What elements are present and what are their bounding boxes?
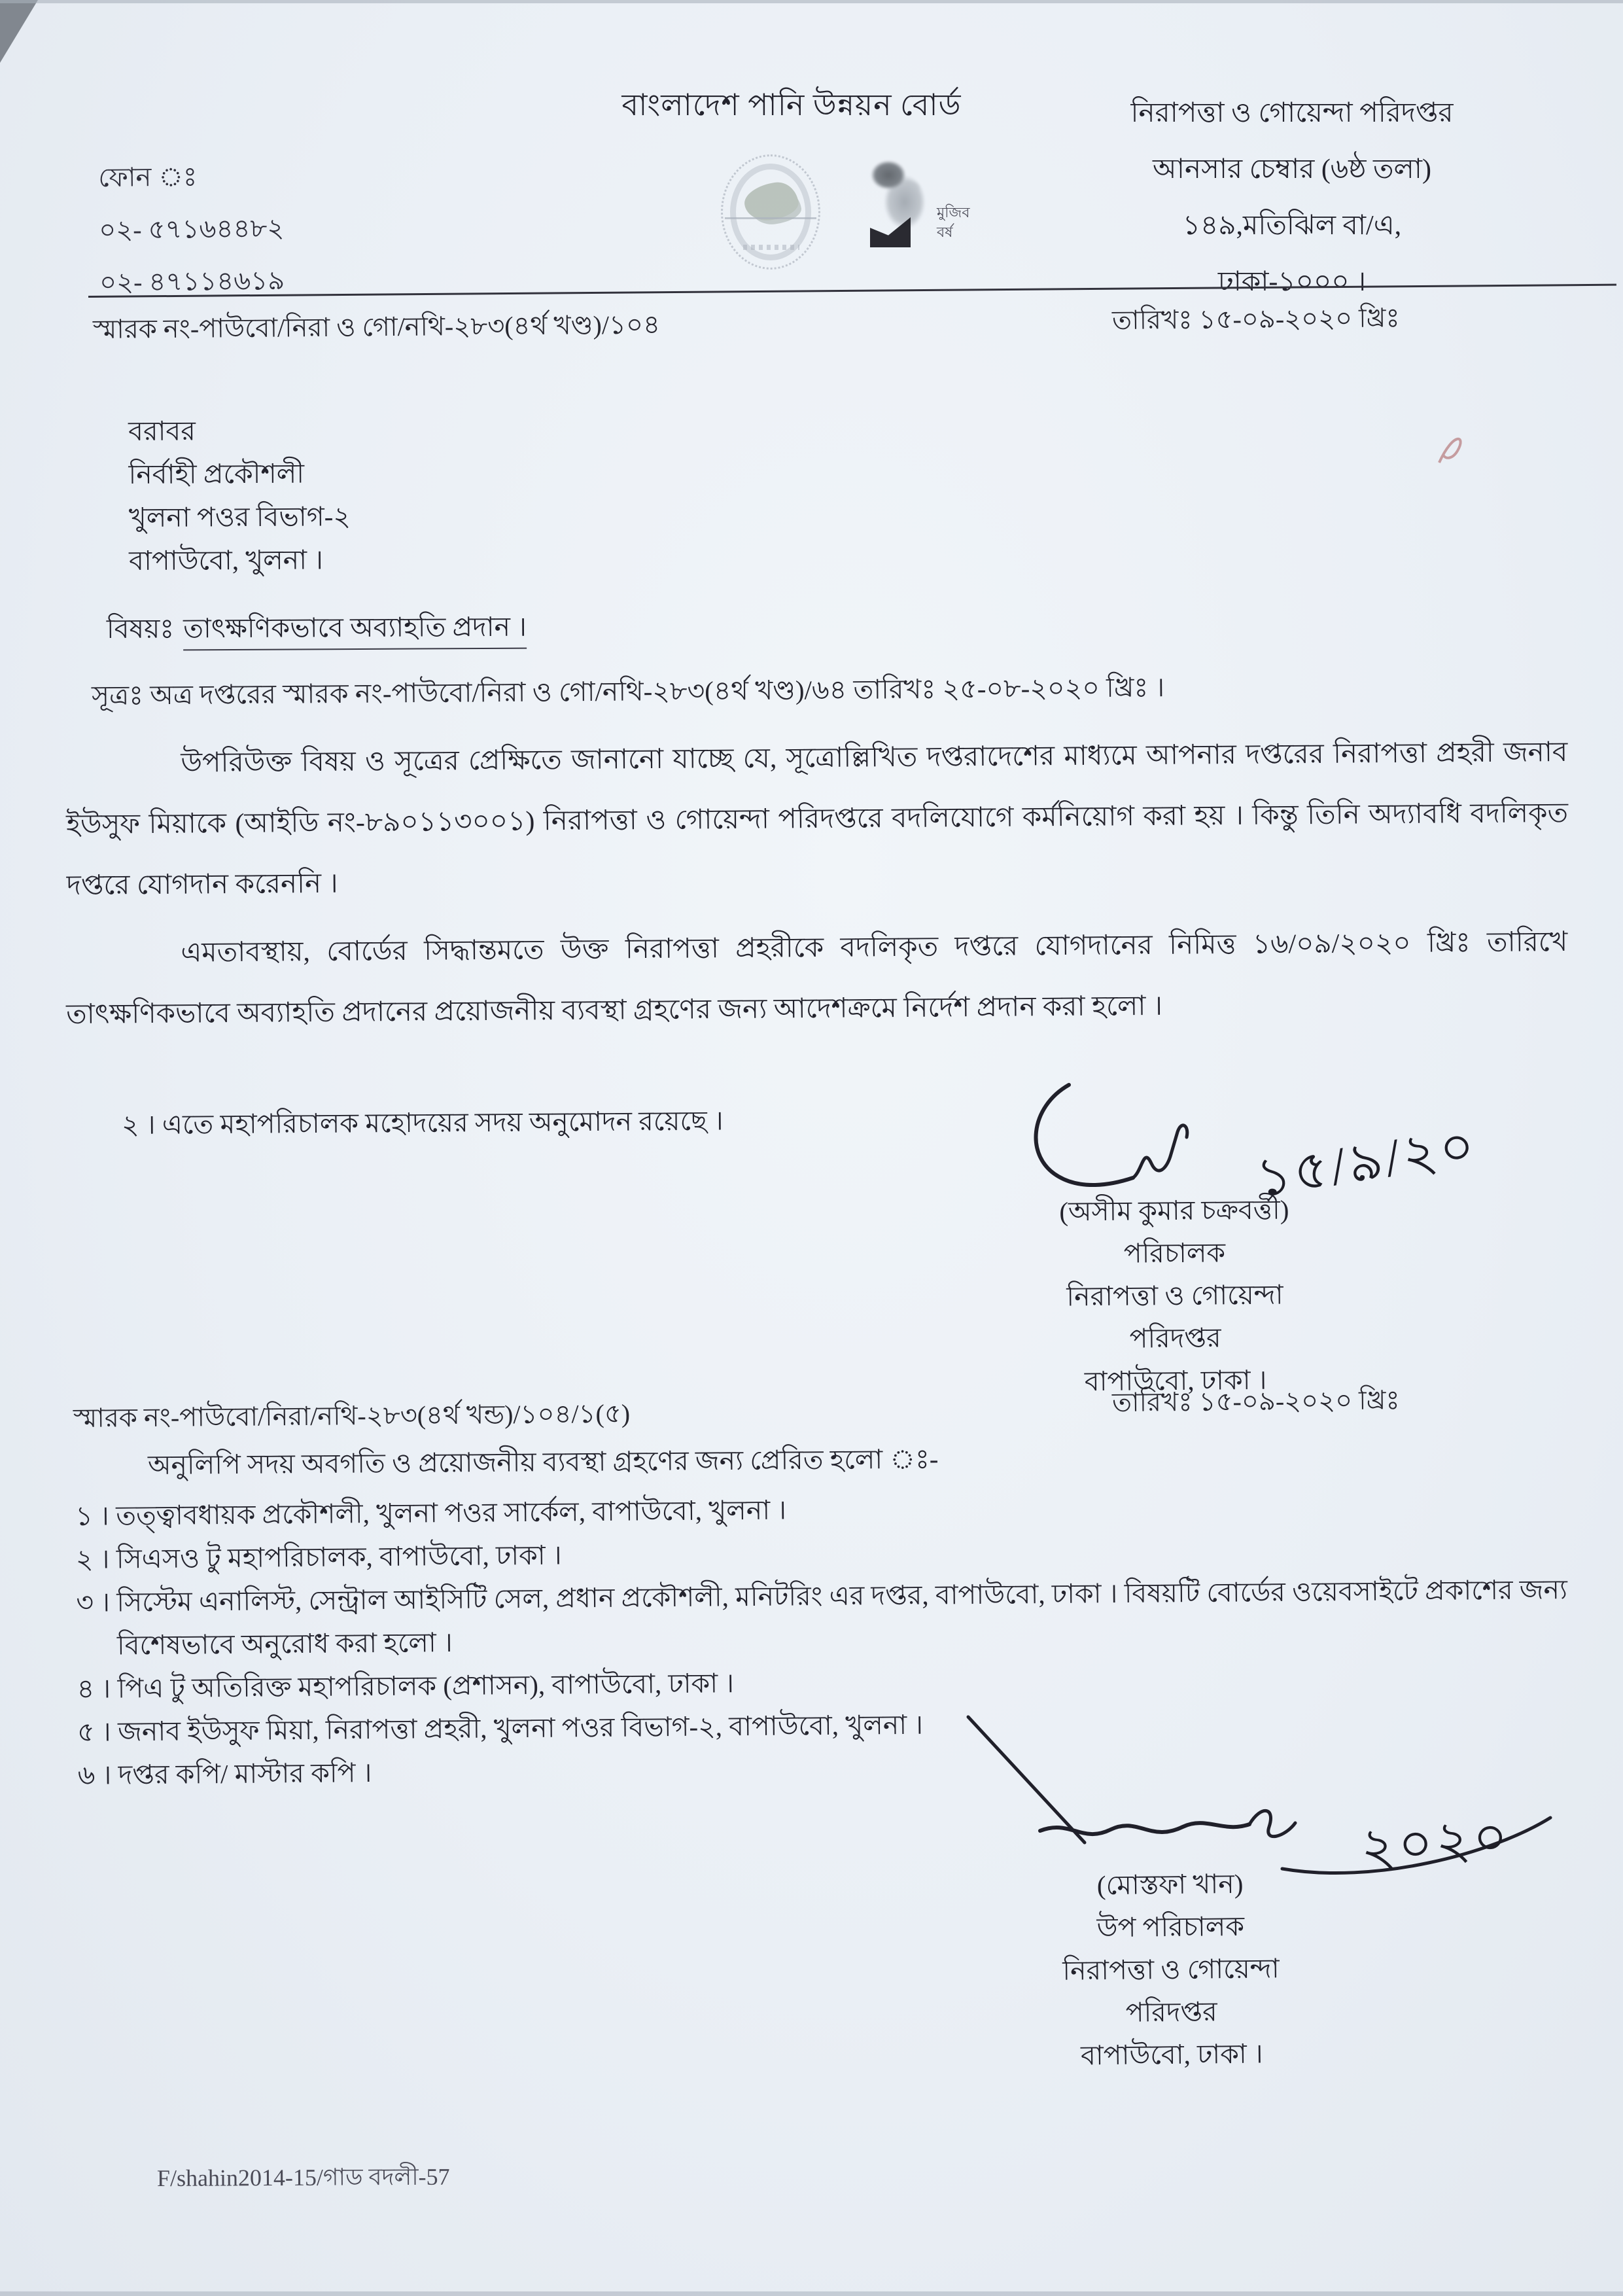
list-item-number: ৩ । <box>76 1587 111 1617</box>
organization-title: বাংলাদেশ পানি উন্নয়ন বোর্ড <box>621 88 962 122</box>
address-line-3: ঢাকা-১০০০ । <box>1217 267 1367 297</box>
file-reference: F/shahin2014-15/গাড বদলী-57 <box>156 2163 450 2191</box>
list-item-text: তত্ত্বাবধায়ক প্রকৌশলী, খুলনা পওর সার্কেল, বাপাউবো, খুলনা । <box>116 1494 787 1531</box>
red-pen-mark <box>1431 422 1472 469</box>
logo-caption: মুজিব বর্ষ <box>937 204 970 240</box>
list-item-text: সিস্টেম এনালিস্ট, সেন্ট্রাল আইসিটি সেল, প্রধান প্রকৌশলী, মনিটরিং এর দপ্তর, বাপাউবো, ঢাকা । বিষয়টি বোর্ডের ওয়েবসাইটে প্রকাশের জন্য বিশেষভাবে অনুরোধ করা হলো । <box>116 1574 1568 1661</box>
phone-number-2: ০২- ৪৭১১৪৬১৯ <box>99 266 285 297</box>
scan-corner-shadow <box>0 0 38 63</box>
list-item-text: জনাব ইউসুফ মিয়া, নিরাপত্তা প্রহরী, খুলনা পওর বিভাগ-২, বাপাউবো, খুলনা । <box>117 1709 924 1747</box>
list-item-number: ৫ । <box>77 1716 111 1747</box>
signatory2-designation: উপ পরিচালক <box>1096 1911 1245 1943</box>
address-line-2: ১৪৯,মতিঝিল বা/এ, <box>1182 211 1402 241</box>
address-line-1: আনসার চেম্বার (৬ষ্ঠ তলা) <box>1153 154 1431 185</box>
phone-number-1: ০২- ৫৭১৬৪৪৮২ <box>99 213 285 245</box>
subject-line <box>107 607 527 654</box>
signatory1-designation: পরিচালক <box>1123 1237 1226 1269</box>
subject-text: তাৎক্ষণিকভাবে অব্যাহতি প্রদান । <box>183 612 527 651</box>
mujib-borsho-photo <box>869 157 973 258</box>
signatory1-office: নিরাপত্তা ও গোয়েন্দা পরিদপ্তর <box>1066 1279 1283 1354</box>
directorate-address-block <box>1066 85 1518 310</box>
approval-line: ২ । এতে মহাপরিচালক মহোদয়ের সদয় অনুমোদন রয়েছে । <box>121 1105 724 1140</box>
list-item-number: ১ । <box>75 1500 110 1531</box>
addressee-block <box>128 408 351 582</box>
scan-top-edge <box>0 0 1623 3</box>
list-item <box>76 1568 1575 1667</box>
directorate-name: নিরাপত্তা ও গোয়েন্দা পরিদপ্তর <box>1130 98 1454 128</box>
body-paragraph-2: এমতাবস্থায়, বোর্ডের সিদ্ধান্তমতে উক্ত নিরাপত্তা প্রহরীকে বদলিকৃত দপ্তরে যোগদানের নিমিত্ত ১৬/০৯/২০২০ খ্রিঃ তারিখে তাৎক্ষণিকভাবে অব্যাহতি প্রদানের প্রয়োজনীয় ব্যবস্থা গ্রহণের জন্য আদেশক্রমে নির্দেশ প্রদান করা হলো । <box>65 927 1568 1030</box>
list-item-number: ৪ । <box>77 1673 111 1704</box>
signatory2-org: বাপাউবো, ঢাকা । <box>1080 2038 1263 2071</box>
bwdb-seal-logo <box>721 154 820 270</box>
list-item-text: সিএসও টু মহাপরিচালক, বাপাউবো, ঢাকা । <box>116 1540 562 1574</box>
signature2-handwritten-date: ২০২০ <box>1358 1806 1513 1879</box>
addressee-org: বাপাউবো, খুলনা । <box>129 544 324 576</box>
list-item-number: ৬ । <box>77 1759 112 1790</box>
seal-bottom-text-dots <box>743 245 799 250</box>
body-paragraph-1: উপরিউক্ত বিষয় ও সূত্রের প্রেক্ষিতে জানানো যাচ্ছে যে, সূত্রোল্লিখিত দপ্তরাদেশের মাধ্যমে আপনার দপ্তরের নিরাপত্তা প্রহরী জনাব ইউসুফ মিয়াকে (আইডি নং-৮৯০১১৩০০১) নিরাপত্তা ও গোয়েন্দা পরিদপ্তরে বদলিযোগে কর্মনিয়োগ করা হয় । কিন্তু তিনি অদ্যাবধি বদলিকৃত দপ্তরে যোগদান করেননি । <box>65 737 1569 901</box>
subject-label: বিষয়ঃ <box>106 613 175 644</box>
list-item-text: পিএ টু অতিরিক্ত মহাপরিচালক (প্রশাসন), বাপাউবো, ঢাকা । <box>117 1668 735 1704</box>
reference-line: সূত্রঃ অত্র দপ্তরের স্মারক নং-পাউবো/নিরা ও গো/নথি-২৮৩(৪র্থ খণ্ড)/৬৪ তারিখঃ ২৫-০৮-২০২০ খ্রিঃ । <box>91 672 1165 711</box>
addressee-designation: নির্বাহী প্রকৌশলী <box>128 458 305 489</box>
distribution-intro: অনুলিপি সদয় অবগতি ও প্রয়োজনীয় ব্যবস্থা গ্রহণের জন্য প্রেরিত হলো ঃ- <box>147 1443 939 1480</box>
signatory2-office: নিরাপত্তা ও গোয়েন্দা পরিদপ্তর <box>1062 1953 1280 2028</box>
signatory2-name: (মোস্তফা খান) <box>1096 1868 1244 1901</box>
scan-bottom-edge <box>0 2291 1623 2296</box>
list-item-number: ২ । <box>75 1544 110 1574</box>
signatory1-org: বাপাউবো, ঢাকা । <box>1084 1364 1267 1397</box>
phone-label: ফোন ঃ <box>98 162 198 192</box>
memo-number: স্মারক নং-পাউবো/নিরা ও গো/নথি-২৮৩(৪র্থ খণ্ড)/১০৪ <box>92 309 661 344</box>
signatory1-block <box>1037 1188 1314 1404</box>
phone-block <box>98 150 285 309</box>
addressee-salutation: বরাবর <box>128 415 196 446</box>
list-item-text: দপ্তর কপি/ মাস্টার কপি । <box>118 1757 372 1790</box>
signatory2-block <box>1032 1862 1309 2077</box>
memo2-number: স্মারক নং-পাউবো/নিরা/নথি-২৮৩(৪র্থ খন্ড)/১০৪/১(৫) <box>73 1398 631 1433</box>
memo-date: তারিখঃ ১৫-০৯-২০২০ খ্রিঃ <box>1111 303 1400 335</box>
signatory1-name: (অসীম কুমার চক্রবর্ত্তী) <box>1059 1194 1289 1227</box>
seal-divider-line <box>725 217 816 219</box>
signature1-handwritten-date: ১৫/৯/২০ <box>1252 1115 1482 1209</box>
addressee-division: খুলনা পওর বিভাগ-২ <box>128 501 351 533</box>
memo2-date: তারিখঃ ১৫-০৯-২০২০ খ্রিঃ <box>1111 1385 1400 1417</box>
